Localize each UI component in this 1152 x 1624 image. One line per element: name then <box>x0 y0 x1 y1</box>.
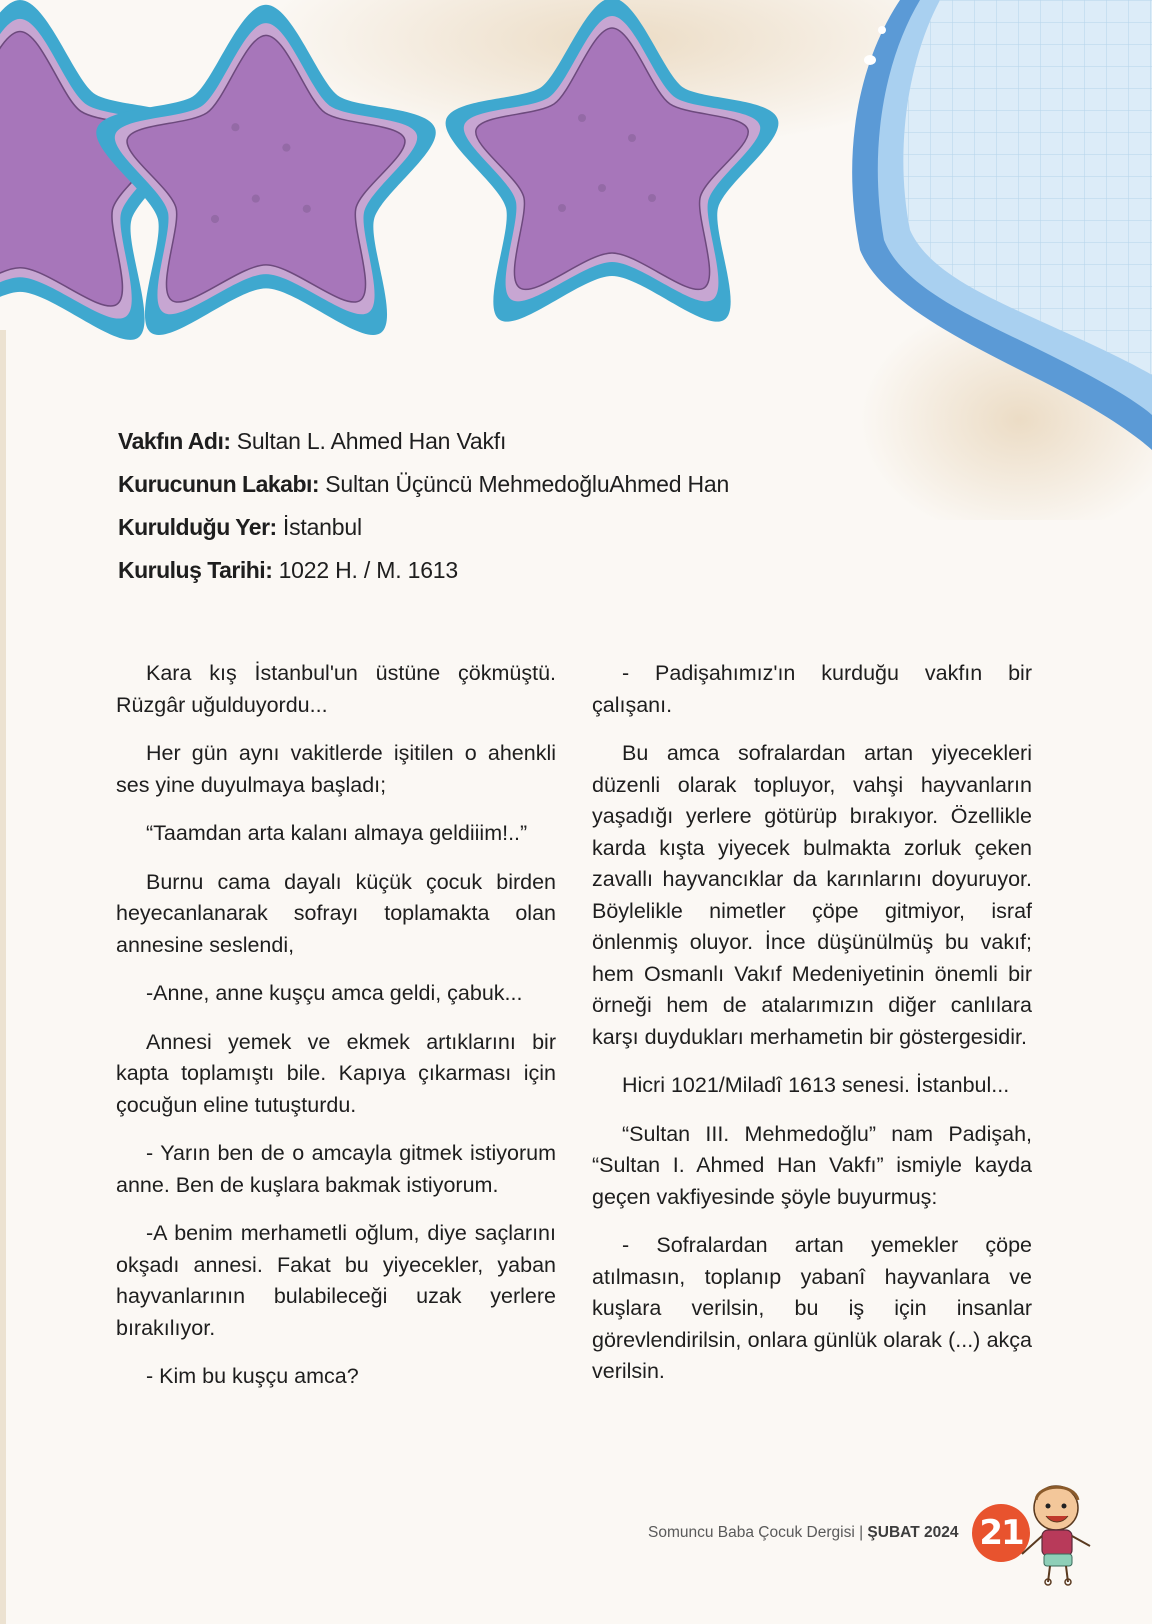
story-paragraph: “Taamdan arta kalanı almaya geldiiim!..” <box>146 821 528 845</box>
story-paragraph: Bu amca sofralardan artan yiyecekleri düzenli olarak topluyor, vahşi hayvanların yaşadığı yerlere götürüp bırakıyor. Özellikle karda kışta yiyecek bulmakta zorluk çeken zavallı hayvancıklar da karınlarını doyuruyor. Böylelikle nimetler çöpe gitmiyor, israf önlenmiş oluyor. İnce düşünülmüş bu vakıf; hem Osmanlı Vakıf Medeniyetinin önemli bir örneği hem de atalarımızın diğer canlılara karşı duydukları merhametin bir göstergesidir. <box>592 741 1032 1049</box>
story-paragraph: “Sultan III. Mehmedoğlu” nam Padişah, “Sultan I. Ahmed Han Vakfı” ismiyle kayda geçen vakfiyesinde şöyle buyurmuş: <box>592 1121 1032 1209</box>
story-paragraph: - Sofralardan artan yemekler çöpe atılmasın, toplanıp yabanî hayvanlara ve kuşlara verilsin, bu iş için insanlar görevlendirilsin, onlara günlük olarak (...) akça verilsin. <box>592 1233 1032 1383</box>
story-paragraph: Kara kış İstanbul'un üstüne çökmüştü. Rüzgâr uğulduyordu... <box>116 661 556 717</box>
info-row-date <box>118 549 729 592</box>
page-number: 21 <box>979 1513 1023 1553</box>
info-row-founder-title <box>118 463 729 506</box>
issue-date: ŞUBAT 2024 <box>867 1524 959 1541</box>
story-paragraph: Her gün aynı vakitlerde işitilen o ahenkli ses yine duyulmaya başladı; <box>116 741 556 797</box>
story-column-left <box>116 658 556 1410</box>
story-column-right <box>592 658 1032 1405</box>
page-edge-decoration <box>0 330 6 1624</box>
info-label: Kurucunun Lakabı: <box>118 471 320 497</box>
cartoon-kid-icon <box>1020 1478 1112 1586</box>
info-value: Sultan L. Ahmed Han Vakfı <box>236 428 507 454</box>
story-paragraph: - Kim bu kuşçu amca? <box>146 1364 359 1388</box>
info-value: İstanbul <box>282 514 362 540</box>
info-value: Sultan Üçüncü MehmedoğluAhmed Han <box>325 471 730 497</box>
story-paragraph: Hicri 1021/Miladî 1613 senesi. İstanbul... <box>622 1073 1010 1097</box>
story-paragraph: - Yarın ben de o amcayla gitmek istiyorum anne. Ben de kuşlara bakmak istiyorum. <box>116 1141 556 1197</box>
magazine-name: Somuncu Baba Çocuk Dergisi | <box>648 1524 864 1541</box>
info-label: Vakfın Adı: <box>118 428 231 454</box>
starfish-icon <box>446 0 779 322</box>
story-paragraph: Annesi yemek ve ekmek artıklarını bir kapta toplamıştı bile. Kapıya çıkarması için çocuğun eline tutuşturdu. <box>116 1029 556 1117</box>
foundation-info <box>118 420 729 592</box>
info-value: 1022 H. / M. 1613 <box>278 557 458 583</box>
info-label: Kurulduğu Yer: <box>118 514 277 540</box>
magazine-footer <box>648 1524 958 1542</box>
story-paragraph: - Padişahımız'ın kurduğu vakfın bir çalışanı. <box>592 661 1032 717</box>
starfish-illustration <box>0 0 780 360</box>
info-label: Kuruluş Tarihi: <box>118 557 273 583</box>
story-paragraph: -Anne, anne kuşçu amca geldi, çabuk... <box>146 981 523 1005</box>
story-paragraph: -A benim merhametli oğlum, diye saçlarını okşadı annesi. Fakat bu yiyecekler, yaban hayvanlarının bulabileceği uzak yerlere bırakılıyor. <box>116 1221 556 1340</box>
pool-illustration <box>820 0 1152 460</box>
starfish-icon <box>96 5 435 335</box>
info-row-location <box>118 506 729 549</box>
info-row-foundation-name <box>118 420 729 463</box>
story-paragraph: Burnu cama dayalı küçük çocuk birden heyecanlanarak sofrayı toplamakta olan annesine seslendi, <box>116 869 556 957</box>
